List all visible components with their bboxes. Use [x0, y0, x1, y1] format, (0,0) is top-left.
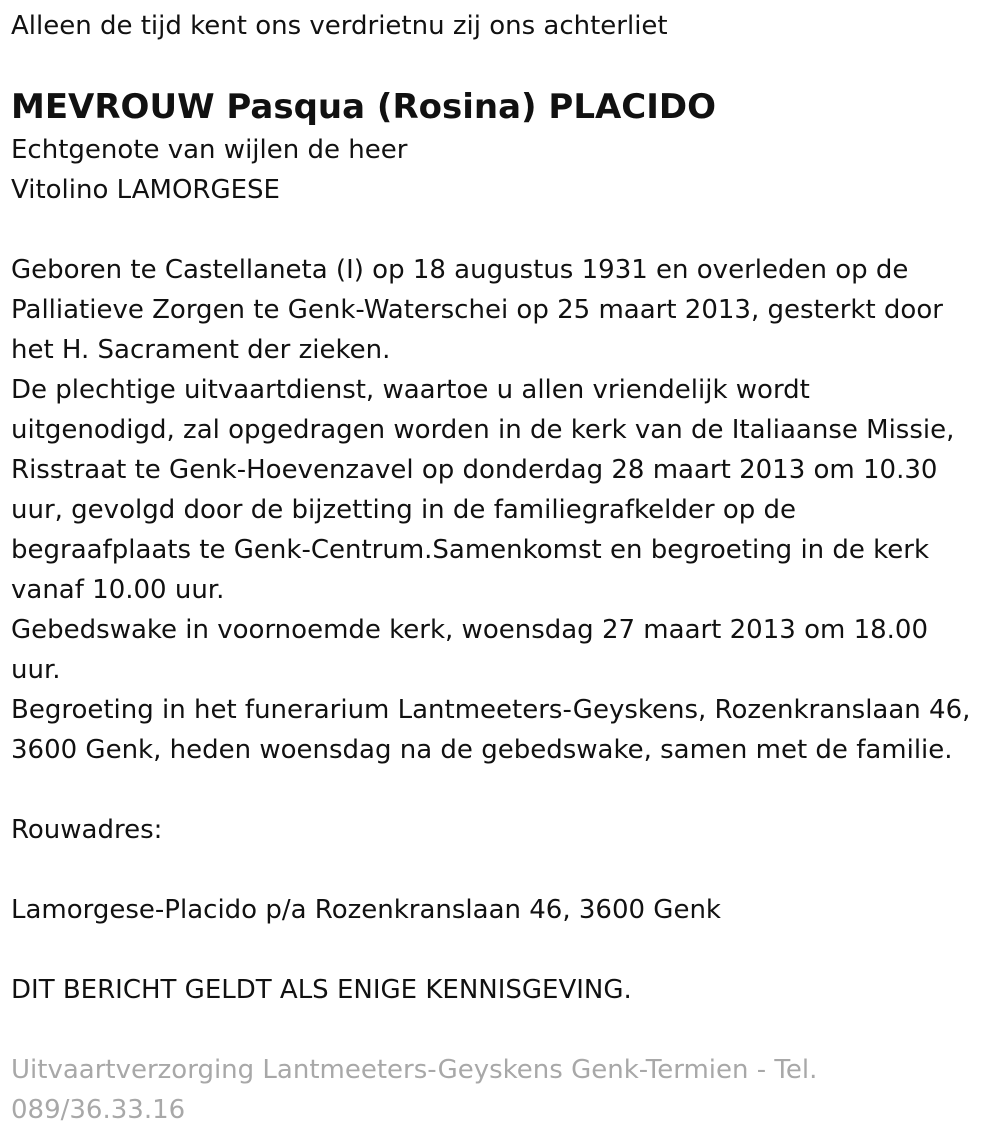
- mourning-address-label: Rouwadres:: [11, 815, 163, 845]
- deceased-name: MEVROUW Pasqua (Rosina) PLACIDO: [11, 87, 717, 127]
- body-line: uur.: [11, 655, 61, 685]
- body-line: Risstraat te Genk-Hoevenzavel op donderdag 28 maart 2013 om 10.30: [11, 455, 938, 485]
- spouse-line-2: Vitolino LAMORGESE: [11, 175, 280, 205]
- body-line: 3600 Genk, heden woensdag na de gebedswake, samen met de familie.: [11, 735, 953, 765]
- body-line: het H. Sacrament der zieken.: [11, 335, 391, 365]
- obituary-body: [11, 250, 990, 770]
- mourning-address: Lamorgese-Placido p/a Rozenkranslaan 46, 3600 Genk: [11, 895, 721, 925]
- body-line: Palliatieve Zorgen te Genk-Waterschei op 25 maart 2013, gesterkt door: [11, 295, 943, 325]
- body-line: uitgenodigd, zal opgedragen worden in de kerk van de Italiaanse Missie,: [11, 415, 955, 445]
- memorial-quote: Alleen de tijd kent ons verdrietnu zij ons achterliet: [11, 11, 668, 41]
- body-line: Geboren te Castellaneta (I) op 18 augustus 1931 en overleden op de: [11, 255, 909, 285]
- body-line: Begroeting in het funerarium Lantmeeters-Geyskens, Rozenkranslaan 46,: [11, 695, 971, 725]
- funeral-home-footer: [11, 1050, 990, 1130]
- body-line: Gebedswake in voornoemde kerk, woensdag 27 maart 2013 om 18.00: [11, 615, 929, 645]
- funeral-home-phone: 089/36.33.16: [11, 1095, 186, 1125]
- body-line: uur, gevolgd door de bijzetting in de familiegrafkelder op de: [11, 495, 797, 525]
- notice-statement: DIT BERICHT GELDT ALS ENIGE KENNISGEVING.: [11, 975, 632, 1005]
- body-line: begraafplaats te Genk-Centrum.Samenkomst en begroeting in de kerk: [11, 535, 930, 565]
- spouse-line-1: Echtgenote van wijlen de heer: [11, 135, 408, 165]
- body-line: vanaf 10.00 uur.: [11, 575, 225, 605]
- body-line: De plechtige uitvaartdienst, waartoe u allen vriendelijk wordt: [11, 375, 810, 405]
- funeral-home-line-1: Uitvaartverzorging Lantmeeters-Geyskens Genk-Termien - Tel.: [11, 1055, 818, 1085]
